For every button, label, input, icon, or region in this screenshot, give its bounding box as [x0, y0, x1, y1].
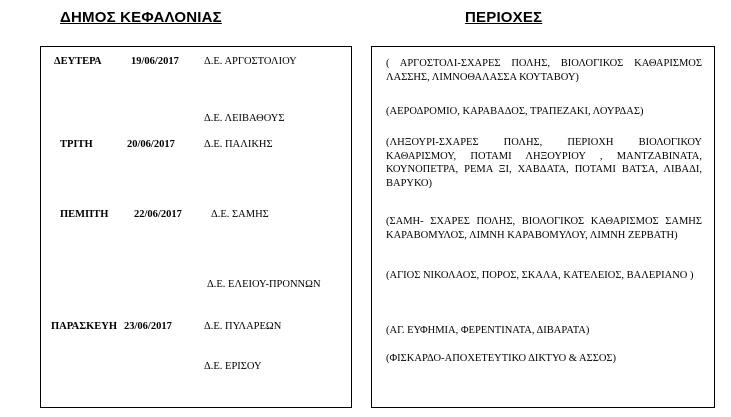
left-title: ΔΗΜΟΣ ΚΕΦΑΛΟΝΙΑΣ — [60, 9, 222, 26]
unit-label: Δ.Ε. ΑΡΓΟΣΤΟΛΙΟΥ — [204, 56, 297, 67]
area-text: (ΑΓΙΟΣ ΝΙΚΟΛΑΟΣ, ΠΟΡΟΣ, ΣΚΑΛΑ, ΚΑΤΕΛΕΙΟΣ, ΒΑΛΕΡΙΑΝΟ ) — [386, 270, 694, 281]
date-label: 22/06/2017 — [134, 209, 182, 220]
area-text: ( ΑΡΓΟΣΤΟΛΙ-ΣΧΑΡΕΣ ΠΟΛΗΣ, ΒΙΟΛΟΓΙΚΟΣ ΚΑΘΑΡΙΣΜΟΣ ΛΑΣΣΗΣ, ΛΙΜΝΟΘΑΛΑΣΣΑ ΚΟΥΤΑΒΟΥ) — [386, 58, 702, 83]
unit-label: Δ.Ε. ΠΑΛΙΚΗΣ — [204, 139, 273, 150]
unit-label: Δ.Ε. ΕΡΙΣΟΥ — [204, 361, 262, 372]
unit-label: Δ.Ε. ΛΕΙΒΑΘΟΥΣ — [204, 113, 285, 124]
day-label: ΠΕΜΠΤΗ — [60, 209, 109, 220]
right-title: ΠΕΡΙΟΧΕΣ — [465, 9, 543, 26]
area-text: (ΣΑΜΗ- ΣΧΑΡΕΣ ΠΟΛΗΣ, ΒΙΟΛΟΓΙΚΟΣ ΚΑΘΑΡΙΣΜΟΣ ΣΑΜΗΣ ΚΑΡΑΒΟΜΥΛΟΣ, ΛΙΜΝΗ ΚΑΡΑΒΟΜΥΛΟΥ, ΛΙΜΝΗ ΖΕΡΒΑΤΗ) — [386, 216, 702, 241]
day-label: ΠΑΡΑΣΚΕΥΗ — [51, 321, 117, 332]
area-text: (ΑΕΡΟΔΡΟΜΙΟ, ΚΑΡΑΒΑΔΟΣ, ΤΡΑΠΕΖΑΚΙ, ΛΟΥΡΔΑΣ) — [386, 106, 644, 117]
date-label: 23/06/2017 — [124, 321, 172, 332]
date-label: 19/06/2017 — [131, 56, 179, 67]
unit-label: Δ.Ε. ΠΥΛΑΡΕΩΝ — [204, 321, 282, 332]
area-text: (ΑΓ. ΕΥΦΗΜΙΑ, ΦΕΡΕΝΤΙΝΑΤΑ, ΔΙΒΑΡΑΤΑ) — [386, 325, 590, 336]
unit-label: Δ.Ε. ΕΛΕΙΟΥ-ΠΡΟΝΝΩΝ — [207, 279, 321, 290]
day-label: ΤΡΙΤΗ — [60, 139, 93, 150]
area-text: (ΛΗΞΟΥΡΙ-ΣΧΑΡΕΣ ΠΟΛΗΣ, ΠΕΡΙΟΧΗ ΒΙΟΛΟΓΙΚΟΥ ΚΑΘΑΡΙΣΜΟΥ, ΠΟΤΑΜΙ ΛΗΞΟΥΡΙΟΥ , ΜΑΝΤΖΑΒΙΝΑΤΑ, ΚΟΥΝΟΠΕΤΡΑ, ΡΕΜΑ ΞΙ, ΧΑΒΔΑΤΑ, ΠΟΤΑΜΙ ΒΑΤΣΑ, ΛΙΒΑΔΙ, ΒΑΡΥΚΟ) — [386, 137, 702, 189]
area-text: (ΦΙΣΚΑΡΔΟ-ΑΠΟΧΕΤΕΥΤΙΚΟ ΔΙΚΤΥΟ & ΑΣΣΟΣ) — [386, 353, 617, 364]
date-label: 20/06/2017 — [127, 139, 175, 150]
schedule-box — [40, 46, 352, 408]
unit-label: Δ.Ε. ΣΑΜΗΣ — [211, 209, 269, 220]
day-label: ΔΕΥΤΕΡΑ — [54, 56, 102, 67]
areas-box — [371, 46, 715, 408]
